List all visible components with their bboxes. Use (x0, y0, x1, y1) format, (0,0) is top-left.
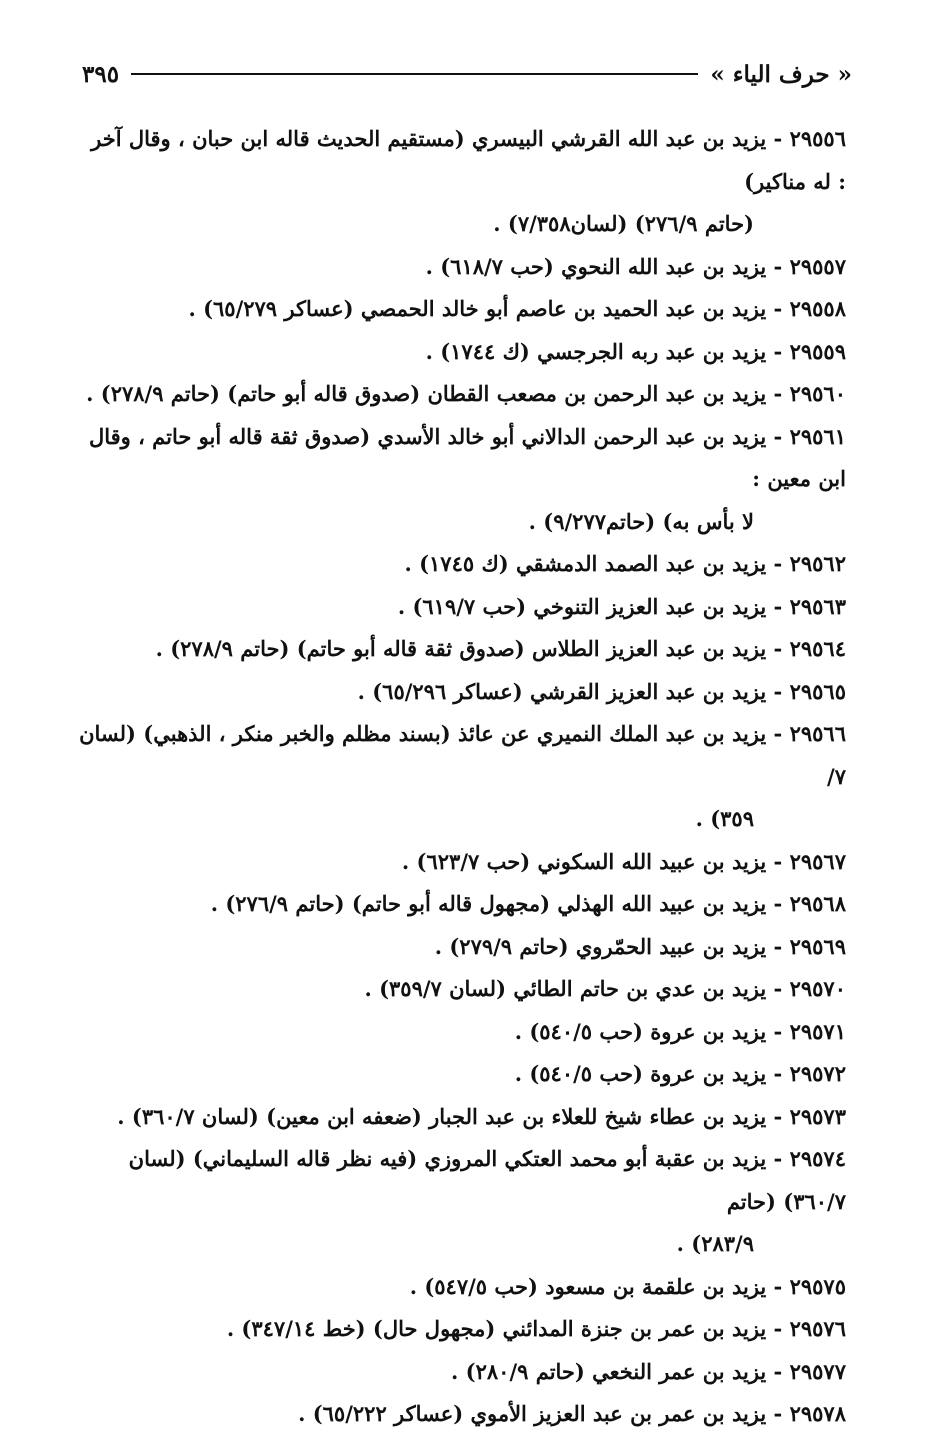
list-item (78, 331, 846, 374)
entry-dash: - (766, 423, 790, 449)
entry-number: ٢٩٥٧٨ (789, 1401, 846, 1426)
entry-dash: - (766, 296, 790, 321)
entry-text: يزيد بن عمر بن عبد العزيز الأموي (عساكر ٦٥/٢٢٢) . (298, 1401, 767, 1426)
entry-text: يزيد بن عبد الرحمن الدالاني أبو خالد الأسدي (صدوق ثقة قاله أبو حاتم ، وقال ابن معين : (88, 423, 846, 491)
page-number: ٣٩٥ (82, 60, 120, 88)
entry-dash: - (766, 338, 790, 364)
entry-dash: - (766, 848, 790, 874)
list-item (78, 1096, 846, 1139)
entry-number: ٢٩٥٧٠ (789, 976, 846, 1001)
entry-dash: - (766, 1146, 790, 1171)
entry-text: يزيد بن عبد العزيز القرشي (عساكر ٦٥/٢٩٦) . (357, 678, 767, 704)
entry-number: ٢٩٥٥٧ (789, 253, 846, 279)
list-item (78, 118, 846, 246)
list-item (78, 628, 846, 671)
entry-continuation: لا بأس به) (حاتم٩/٢٧٧) . (528, 508, 754, 534)
entry-text: يزيد بن عبد الملك النميري عن عائذ (بسند مظلم والخبر منكر ، الذهبي) (لسان ٧/ (79, 721, 846, 789)
entry-dash: - (766, 1401, 790, 1426)
entry-dash: - (766, 933, 790, 959)
entry-dash: - (766, 1103, 790, 1129)
entry-dash: - (766, 126, 790, 151)
entry-number: ٢٩٥٦٥ (789, 678, 846, 704)
list-item (78, 713, 846, 841)
entry-number: ٢٩٥٦٨ (789, 891, 846, 916)
entry-dash: - (766, 1061, 790, 1086)
entry-text: يزيد بن عبيد الله الهذلي (مجهول قاله أبو حاتم) (حاتم ٢٧٦/٩) . (210, 891, 767, 916)
entry-number: ٢٩٥٦٠ (789, 381, 846, 406)
entry-text: يزيد بن عروة (حب ٥٤٠/٥) . (514, 1018, 767, 1044)
list-item (78, 883, 846, 926)
entry-dash: - (766, 253, 790, 279)
entry-number: ٢٩٥٧٣ (789, 1103, 846, 1129)
list-item (78, 1393, 846, 1436)
entry-text: يزيد بن عبد العزيز التنوخي (حب ٦١٩/٧) . (397, 593, 767, 619)
entry-text: يزيد بن عبد الصمد الدمشقي (ك ١٧٤٥) . (404, 551, 767, 576)
entry-continuation: ٢٨٣/٩) . (676, 1231, 754, 1256)
entry-number: ٢٩٥٦٩ (789, 933, 846, 959)
entry-number: ٢٩٥٧٥ (789, 1273, 846, 1299)
list-item (78, 1266, 846, 1309)
entry-dash: - (766, 551, 790, 576)
entry-text: يزيد بن عبد الحميد بن عاصم أبو خالد الحمصي (عساكر ٦٥/٢٧٩) . (188, 296, 767, 321)
entry-text: يزيد بن عبد الرحمن بن مصعب القطان (صدوق قاله أبو حاتم) (حاتم ٢٧٨/٩) . (86, 381, 767, 406)
entry-text: يزيد بن عمر النخعي (حاتم ٢٨٠/٩) . (451, 1358, 767, 1384)
entry-text: يزيد بن عبد الله القرشي البيسري (مستقيم الحديث قاله ابن حبان ، وقال آخر : له مناكير) (91, 126, 846, 194)
entry-number: ٢٩٥٥٨ (789, 296, 846, 321)
entry-text: يزيد بن عدي بن حاتم الطائي (لسان ٣٥٩/٧) . (364, 976, 767, 1001)
entry-number: ٢٩٥٧٧ (789, 1358, 846, 1384)
list-item (78, 586, 846, 629)
entry-dash: - (766, 1273, 790, 1299)
entry-text: يزيد بن عقبة أبو محمد العتكي المروزي (فيه نظر قاله السليماني) (لسان ٣٦٠/٧) (حاتم (128, 1146, 846, 1214)
entry-number: ٢٩٥٦٢ (789, 551, 846, 576)
list-item (78, 246, 846, 289)
page-header (82, 56, 852, 92)
entry-text: يزيد بن عبيد الله السكوني (حب ٦٢٣/٧) . (401, 848, 767, 874)
entry-dash: - (766, 891, 790, 916)
entry-text: يزيد بن علقمة بن مسعود (حب ٥٤٧/٥) . (409, 1273, 767, 1299)
entry-dash: - (766, 1358, 790, 1384)
list-item (78, 968, 846, 1011)
entry-dash: - (766, 721, 790, 746)
entry-dash: - (766, 1316, 790, 1341)
entry-continuation: (حاتم ٢٧٦/٩) (لسان٧/٣٥٨) . (493, 211, 754, 236)
entry-text: يزيد بن عطاء شيخ للعلاء بن عبد الجبار (ضعفه ابن معين) (لسان ٣٦٠/٧) . (117, 1103, 767, 1129)
entry-text: يزيد بن عبد العزيز الطلاس (صدوق ثقة قاله أبو حاتم) (حاتم ٢٧٨/٩) . (155, 636, 767, 661)
list-item (78, 288, 846, 331)
entry-text: يزيد بن عبد ربه الجرجسي (ك ١٧٤٤) . (425, 338, 767, 364)
entry-number: ٢٩٥٧٢ (789, 1061, 846, 1086)
entry-number: ٢٩٥٦٣ (789, 593, 846, 619)
entry-dash: - (766, 976, 790, 1001)
list-item (78, 373, 846, 416)
entry-number: ٢٩٥٥٦ (789, 126, 846, 151)
entry-text: يزيد بن عمر بن جنزة المدائني (مجهول حال) (خط ٣٤٧/١٤) . (226, 1316, 767, 1341)
entry-text: يزيد بن عبد الله النحوي (حب ٦١٨/٧) . (425, 253, 767, 279)
entry-number: ٢٩٥٧٦ (789, 1316, 846, 1341)
entry-text: يزيد بن عروة (حب ٥٤٠/٥) . (514, 1061, 767, 1086)
entry-dash: - (766, 1018, 790, 1044)
list-item (78, 416, 846, 544)
entry-dash: - (766, 593, 790, 619)
list-item (78, 1011, 846, 1054)
entry-number: ٢٩٥٦١ (789, 423, 846, 449)
entry-text: يزيد بن عبيد الحمّروي (حاتم ٢٧٩/٩) . (434, 933, 767, 959)
entry-number: ٢٩٥٧١ (789, 1018, 846, 1044)
list-item (78, 543, 846, 586)
entry-number: ٢٩٥٦٧ (789, 848, 846, 874)
list-item (78, 926, 846, 969)
list-item (78, 841, 846, 884)
entry-list (78, 118, 846, 1436)
list-item (78, 1308, 846, 1351)
entry-dash: - (766, 636, 790, 661)
entry-dash: - (766, 678, 790, 704)
entry-number: ٢٩٥٥٩ (789, 338, 846, 364)
entry-continuation: ٣٥٩) . (695, 806, 754, 831)
entry-number: ٢٩٥٦٦ (789, 721, 846, 746)
list-item (78, 1053, 846, 1096)
list-item (78, 671, 846, 714)
list-item (78, 1138, 846, 1266)
list-item (78, 1351, 846, 1394)
entry-number: ٢٩٥٦٤ (789, 636, 846, 661)
header-rule (131, 73, 698, 75)
chapter-title: « حرف الياء » (710, 60, 852, 88)
entry-dash: - (766, 381, 790, 406)
entry-number: ٢٩٥٧٤ (789, 1146, 846, 1171)
